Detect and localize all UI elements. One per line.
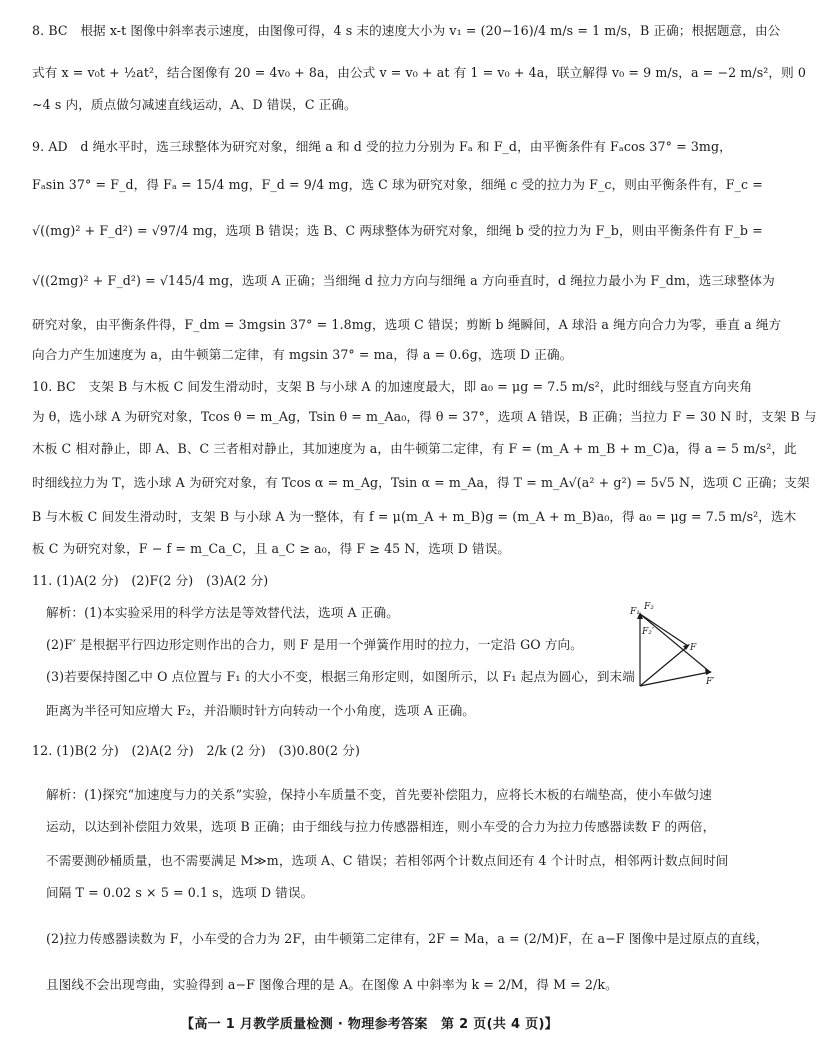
- fprime-arrowhead: [705, 669, 712, 675]
- q10-line-6: 板 C 为研究对象，F − f = m_Ca_C，且 a_C ≥ a₀，得 F ≥ 45 N，选项 D 错误。: [32, 541, 511, 556]
- q9-line-4: √((2mg)² + F_d²) = √145/4 mg，选项 A 正确；当细绳 d 拉力方向与细绳 a 方向垂直时，d 绳拉力最小为 F_dm，选三球整体为: [32, 273, 775, 288]
- q10-line-5: B 与木板 C 间发生滑动时，支架 B 与小球 A 为一整体，有 f = μ(m_A + m_B)g = (m_A + m_B)a₀，得 a₀ = μg = 7.5 m/s²，选木: [32, 509, 797, 524]
- fprime-label: F′: [706, 677, 715, 687]
- q10-line-4: 时细线拉力为 T，选小球 A 为研究对象，有 Tcos α = m_Ag，Tsin α = m_Aa，得 T = m_A√(a² + g²) = 5√5 N，选项 C 正确；支架: [32, 475, 810, 490]
- q9-line-2: Fₐsin 37° = F_d，得 Fₐ = 15/4 mg，F_d = 9/4 mg，选 C 球为研究对象，细绳 c 受的拉力为 F_c，则由平衡条件有，F_c =: [32, 177, 763, 192]
- fprime-vector: [640, 672, 710, 686]
- q10-line-2: 为 θ，选小球 A 为研究对象，Tcos θ = m_Ag，Tsin θ = m_Aa₀，得 θ = 37°，选项 A 错误，B 正确；当拉力 F = 30 N 时，支架 B 与: [32, 409, 817, 424]
- f1-label: F₁: [630, 607, 640, 617]
- q12-line-1: 12. (1)B(2 分) (2)A(2 分) 2/k (2 分) (3)0.80(2 分): [32, 743, 360, 758]
- f2-label: F₂: [644, 602, 654, 612]
- q11-line-3: (2)F′ 是根据平行四边形定则作出的合力，则 F 是用一个弹簧作用时的拉力，一定沿 GO 方向。: [46, 637, 583, 652]
- q11-line-1: 11. (1)A(2 分) (2)F(2 分) (3)A(2 分): [32, 573, 269, 588]
- q12-line-6: (2)拉力传感器读数为 F，小车受的合力为 2F，由牛顿第二定律有，2F = Ma，a = (2/M)F，在 a−F 图像中是过原点的直线，: [46, 931, 769, 946]
- f2prime-vector: [640, 614, 710, 672]
- q8-line-2: 式有 x = v₀t + ½at²，结合图像有 20 = 4v₀ + 8a，由公式 v = v₀ + at 有 1 = v₀ + 4a，联立解得 v₀ = 9 m/s，a = −2 m/s²，则 0: [32, 65, 807, 80]
- q9-line-6: 向合力产生加速度为 a，由牛顿第二定律，有 mgsin 37° = ma，得 a = 0.6g，选项 D 正确。: [32, 347, 573, 362]
- f-label: F: [690, 643, 697, 653]
- q12-line-4: 不需要测砂桶质量，也不需要满足 M≫m，选项 A、C 错误；若相邻两个计数点间还有 4 个计时点，相邻两计数点间时间: [46, 853, 729, 868]
- f-vector: [640, 646, 688, 686]
- q11-line-2: 解析：(1)本实验采用的科学方法是等效替代法，选项 A 正确。: [46, 605, 399, 620]
- q10-line-3: 木板 C 相对静止，即 A、B、C 三者相对静止，其加速度为 a，由牛顿第二定律，有 F = (m_A + m_B + m_C)a，得 a = 5 m/s²，此: [32, 441, 797, 456]
- q10-line-1: 10. BC 支架 B 与木板 C 间发生滑动时，支架 B 与小球 A 的加速度最大，即 a₀ = μg = 7.5 m/s²，此时细线与竖直方向夹角: [32, 379, 753, 394]
- q8-line-3: ~4 s 内，质点做匀减速直线运动，A、D 错误，C 正确。: [32, 97, 357, 112]
- f2prime-label: F₂′: [642, 627, 654, 637]
- q11-line-5: 距离为半径可知应增大 F₂，并沿顺时针方向转动一个小角度，选项 A 正确。: [46, 703, 475, 718]
- q12-line-3: 运动，以达到补偿阻力效果，选项 B 正确；由于细线与拉力传感器相连，则小车受的合力为拉力传感器读数 F 的两倍，: [46, 819, 716, 834]
- q12-line-2: 解析：(1)探究“加速度与力的关系”实验，保持小车质量不变，首先要补偿阻力，应将长木板的右端垫高，使小车做匀速: [46, 787, 712, 802]
- q9-line-5: 研究对象，由平衡条件得，F_dm = 3mgsin 37° = 1.8mg，选项 C 错误；剪断 b 绳瞬间，A 球沿 a 绳方向合力为零，垂直 a 绳方: [32, 317, 782, 332]
- q11-line-4: (3)若要保持图乙中 O 点位置与 F₁ 的大小不变，根据三角形定则，如图所示，以 F₁ 起点为圆心，到末端: [46, 669, 635, 684]
- force-triangle-diagram: [622, 600, 718, 690]
- q8-line-1: 8. BC 根据 x-t 图像中斜率表示速度，由图像可得，4 s 末的速度大小为 v₁ = (20−16)/4 m/s = 1 m/s，B 正确；根据题意，由公: [32, 23, 781, 38]
- q9-line-1: 9. AD d 绳水平时，选三球整体为研究对象，细绳 a 和 d 受的拉力分别为 Fₐ 和 F_d，由平衡条件有 Fₐcos 37° = 3mg，: [32, 139, 732, 154]
- page-footer: 【高一 1 月教学质量检测 · 物理参考答案 第 2 页(共 4 页)】: [181, 1017, 558, 1032]
- q9-line-3: √((mg)² + F_d²) = √97/4 mg，选项 B 错误；选 B、C 两球整体为研究对象，细绳 b 受的拉力为 F_b，则由平衡条件有 F_b =: [32, 223, 763, 238]
- q12-line-5: 间隔 T = 0.02 s × 5 = 0.1 s，选项 D 错误。: [46, 885, 314, 900]
- q12-line-7: 且图线不会出现弯曲，实验得到 a−F 图像合理的是 A。在图像 A 中斜率为 k = 2/M，得 M = 2/k。: [46, 977, 618, 992]
